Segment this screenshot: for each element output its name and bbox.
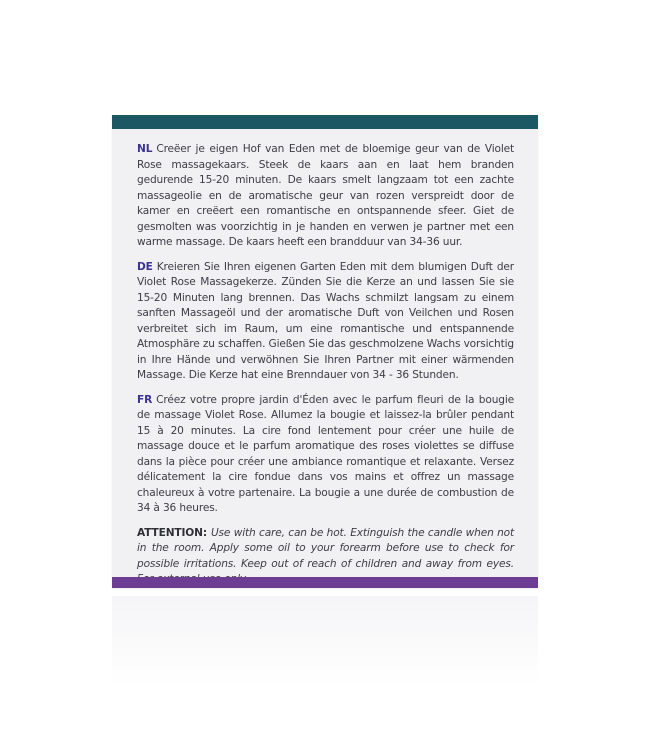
product-info-card <box>112 115 538 588</box>
attention-text: Use with care, can be hot. Extinguish the candle when not in the room. Apply some oil to your forearm before use to check for possible irritations. Keep out of reach of children and away from eyes. <box>137 526 514 570</box>
card-text <box>137 142 514 597</box>
lang-code-de: DE <box>137 260 153 273</box>
section-fr-text: Créez votre propre jardin d'Éden avec le parfum fleuri de la bougie de massage Violet Rose. Allumez la bougie et laissez-la brûler pendant 15 à 20 minutes. La cire fond lentement pour créer une huile de massage douce et le parfum aromatique des roses violettes se diffuse dans la pièce pour créer une ambiance romantique et relaxante. Versez délicatement la cire fondue dans vos mains et offrez un massage chaleureux à votre partenaire. La bougie a une durée de combustion de 34 à 36 heures. <box>137 393 514 514</box>
card-reflection <box>112 596 538 686</box>
attention-label: ATTENTION: <box>137 526 207 539</box>
section-nl-text: Creëer je eigen Hof van Eden met de bloemige geur van de Violet Rose massagekaars. Steek de kaars aan en laat hem branden gedurende 15-20 minuten. De kaars smelt langzaam tot een zachte massageolie en de aromatische geur van rozen verspreidt door de kamer en creëert een romantische en ontspannende sfeer. Giet de gesmolten was voorzichtig in je handen en verwen je partner met een warme massage. De kaars heeft een brandduur van 34-36 uur. <box>137 143 514 248</box>
section-nl <box>137 142 514 251</box>
section-de <box>137 260 514 384</box>
lang-code-nl: NL <box>137 143 153 155</box>
top-color-band <box>112 115 538 129</box>
section-fr <box>137 393 514 517</box>
lang-code-fr: FR <box>137 393 153 406</box>
bottom-color-band <box>112 577 538 588</box>
section-de-text: Kreieren Sie Ihren eigenen Garten Eden mit dem blumigen Duft der Violet Rose Massagekerze. Zünden Sie die Kerze an und lassen Sie sie 15-20 Minuten lang brennen. Das Wachs schmilzt langsam zu einem sanften Massageöl und der aromatische Duft von Veilchen und Rosen verbreitet sich im Raum, um eine romantische und entspannende Atmosphäre zu schaffen. Gießen Sie das geschmolzene Wachs vorsichtig in Ihre Hände und verwöhnen Sie Ihren Partner mit einer wärmenden Massage. Die Kerze hat eine Brenndauer von 34 - 36 Stunden. <box>137 260 514 381</box>
